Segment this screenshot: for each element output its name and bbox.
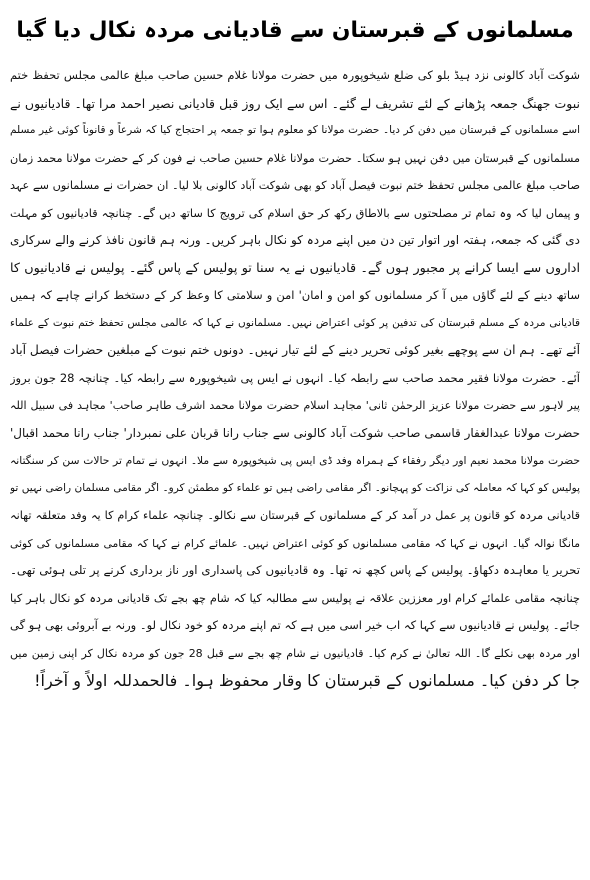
article-line-final: جا کر دفن کیا۔ مسلمانوں کے قبرستان کا وقار محفوظ ہوا۔ فالحمدللہ اولاً و آخراً!	[34, 671, 580, 690]
article-line: حضرت مولانا محمد نعیم اور دیگر رفقاء کے ہمراہ وفد ڈی ایس پی شیخوپورہ سے ملا۔ انہوں نے تمام تر حالات سن کر سنگتانہ	[10, 454, 580, 467]
article-line: قادیانی مردہ کو قانون پر عمل در آمد کر کے مسلمانوں کے قبرستان سے نکالو۔ چنانچہ علماء کرام کا یہ وفد متعلقہ تھانہ	[10, 509, 580, 522]
article-line: چنانچہ مقامی علمائے کرام اور معززین علاقہ نے پولیس سے مطالبہ کیا کہ شام چھ بجے تک قادیانی مردہ کو نکال باہر کیا	[10, 591, 580, 605]
article-line: صاحب مبلغ عالمی مجلس تحفظ ختم نبوت فیصل آباد کو بھی شوکت آباد کالونی بلا لیا۔ ان حضرات نے مسلمانوں سے عہد	[10, 179, 580, 192]
article-line: دی گئی کہ جمعہ، ہفتہ اور اتوار تین دن میں اپنے مردہ کو نکال باہر کریں۔ ورنہ ہم قانون نافذ کرنے والے سرکاری	[10, 233, 580, 247]
article-line: پولیس کو کہا کہ معاملہ کی نزاکت کو پہچانو۔ اگر مقامی راضی ہیں تو علماء کو مطمئن کرو۔ اگر مقامی مسلمان راضی نہیں تو	[10, 481, 580, 494]
headline-container	[10, 0, 580, 62]
article-body	[10, 62, 580, 695]
article-line: مسلمانوں کے قبرستان میں دفن نہیں ہو سکتا۔ حضرت مولانا غلام حسین صاحب نے فون کر کے حضرت مولانا محمد زمان	[10, 151, 580, 165]
article-line: نبوت جھنگ جمعہ پڑھانے کے لئے تشریف لے گئے۔ اس سے ایک روز قبل قادیانی نصیر احمد مرا تھا۔ قادیانیوں نے	[10, 95, 580, 111]
article-line: آئے تھے۔ ہم ان سے پوچھے بغیر کوئی تحریر دینے کے لئے تیار نہیں۔ دونوں ختم نبوت کے مبلغین حضرات فیصل آباد	[10, 343, 580, 357]
article-line: اسے مسلمانوں کے قبرستان میں دفن کر دیا۔ حضرت مولانا کو معلوم ہوا تو جمعہ پر احتجاج کیا کہ شرعاً و قانوناً کوئی غیر مسلم	[10, 124, 580, 136]
article-line: قادیانی مردہ کے مسلم قبرستان کی تدفین پر کوئی اعتراض نہیں۔ مسلمانوں نے کہا کہ عالمی مجلس تحفظ ختم نبوت کے علماء	[10, 316, 580, 329]
article-line: جائے۔ پولیس نے قادیانیوں سے کہا کہ اب خیر اسی میں ہے کہ تم اپنے مردہ کو خود نکال لو۔ ورنہ بے آبروئی بھی ہو گی	[10, 618, 580, 632]
article-line: آئے۔ حضرت مولانا فقیر محمد صاحب سے رابطہ کیا۔ انہوں نے ایس پی شیخوپورہ سے رابطہ کیا۔ چنانچہ 28 جون بروز	[10, 370, 580, 385]
article-line: ساتھ دینے کے لئے گاؤں میں آ کر مسلمانوں کو امن و امان' امن و سلامتی کا وعظ کر کے دستخط کرانے چاہے کہ ہمیں	[10, 288, 580, 302]
article-line: مانگا نوالہ گیا۔ انہوں نے کہا کہ مقامی مسلمانوں کو کوئی اعتراض نہیں۔ علمائے کرام نے کہا کہ مقامی مسلمانوں کی کوئی	[10, 536, 580, 550]
article-line: و پیماں لیا کہ وہ تمام تر مصلحتوں سے بالاطاق رکھ کر حق اسلام کی ترویج کا ساتھ دیں گے۔ چنانچہ قادیانیوں کو مہلت	[10, 206, 580, 220]
article-line: تحریر یا معاہدہ دکھاؤ۔ پولیس کے پاس کچھ نہ تھا۔ وہ قادیانیوں کی پاسداری اور ناز برداری کرنے پر تلی ہوئی تھی۔	[10, 563, 580, 577]
article-line: اور مردہ بھی نکلے گا۔ اللہ تعالیٰ نے کرم کیا۔ قادیانیوں نے شام چھ بجے سے قبل 28 جون کو مردہ نکال کر اپنی زمین میں	[10, 646, 580, 660]
article-headline: مسلمانوں کے قبرستان سے قادیانی مردہ نکال دیا گیا	[16, 18, 574, 43]
article-line: اداروں سے ایسا کرانے پر مجبور ہوں گے۔ قادیانیوں نے یہ سنا تو پولیس کے پاس گئے۔ پولیس نے قادیانیوں کا	[10, 260, 580, 276]
article-line: شوکت آباد کالونی نزد ہیڈ بلو کی ضلع شیخوپورہ میں حضرت مولانا غلام حسین صاحب مبلغ عالمی مجلس تحفظ ختم	[10, 68, 580, 82]
article-line: پیر لاہور سے حضرت مولانا عزیز الرحمٰن ثانی' مجاہد اسلام حضرت مولانا محمد اشرف طاہر صاحب' مجاہد فی سبیل اللہ	[10, 399, 580, 412]
article-line: حضرت مولانا عبدالغفار قاسمی صاحب شوکت آباد کالونی سے جناب رانا قربان علی نمبردار' جناب رانا محمد اقبال'	[10, 425, 580, 440]
